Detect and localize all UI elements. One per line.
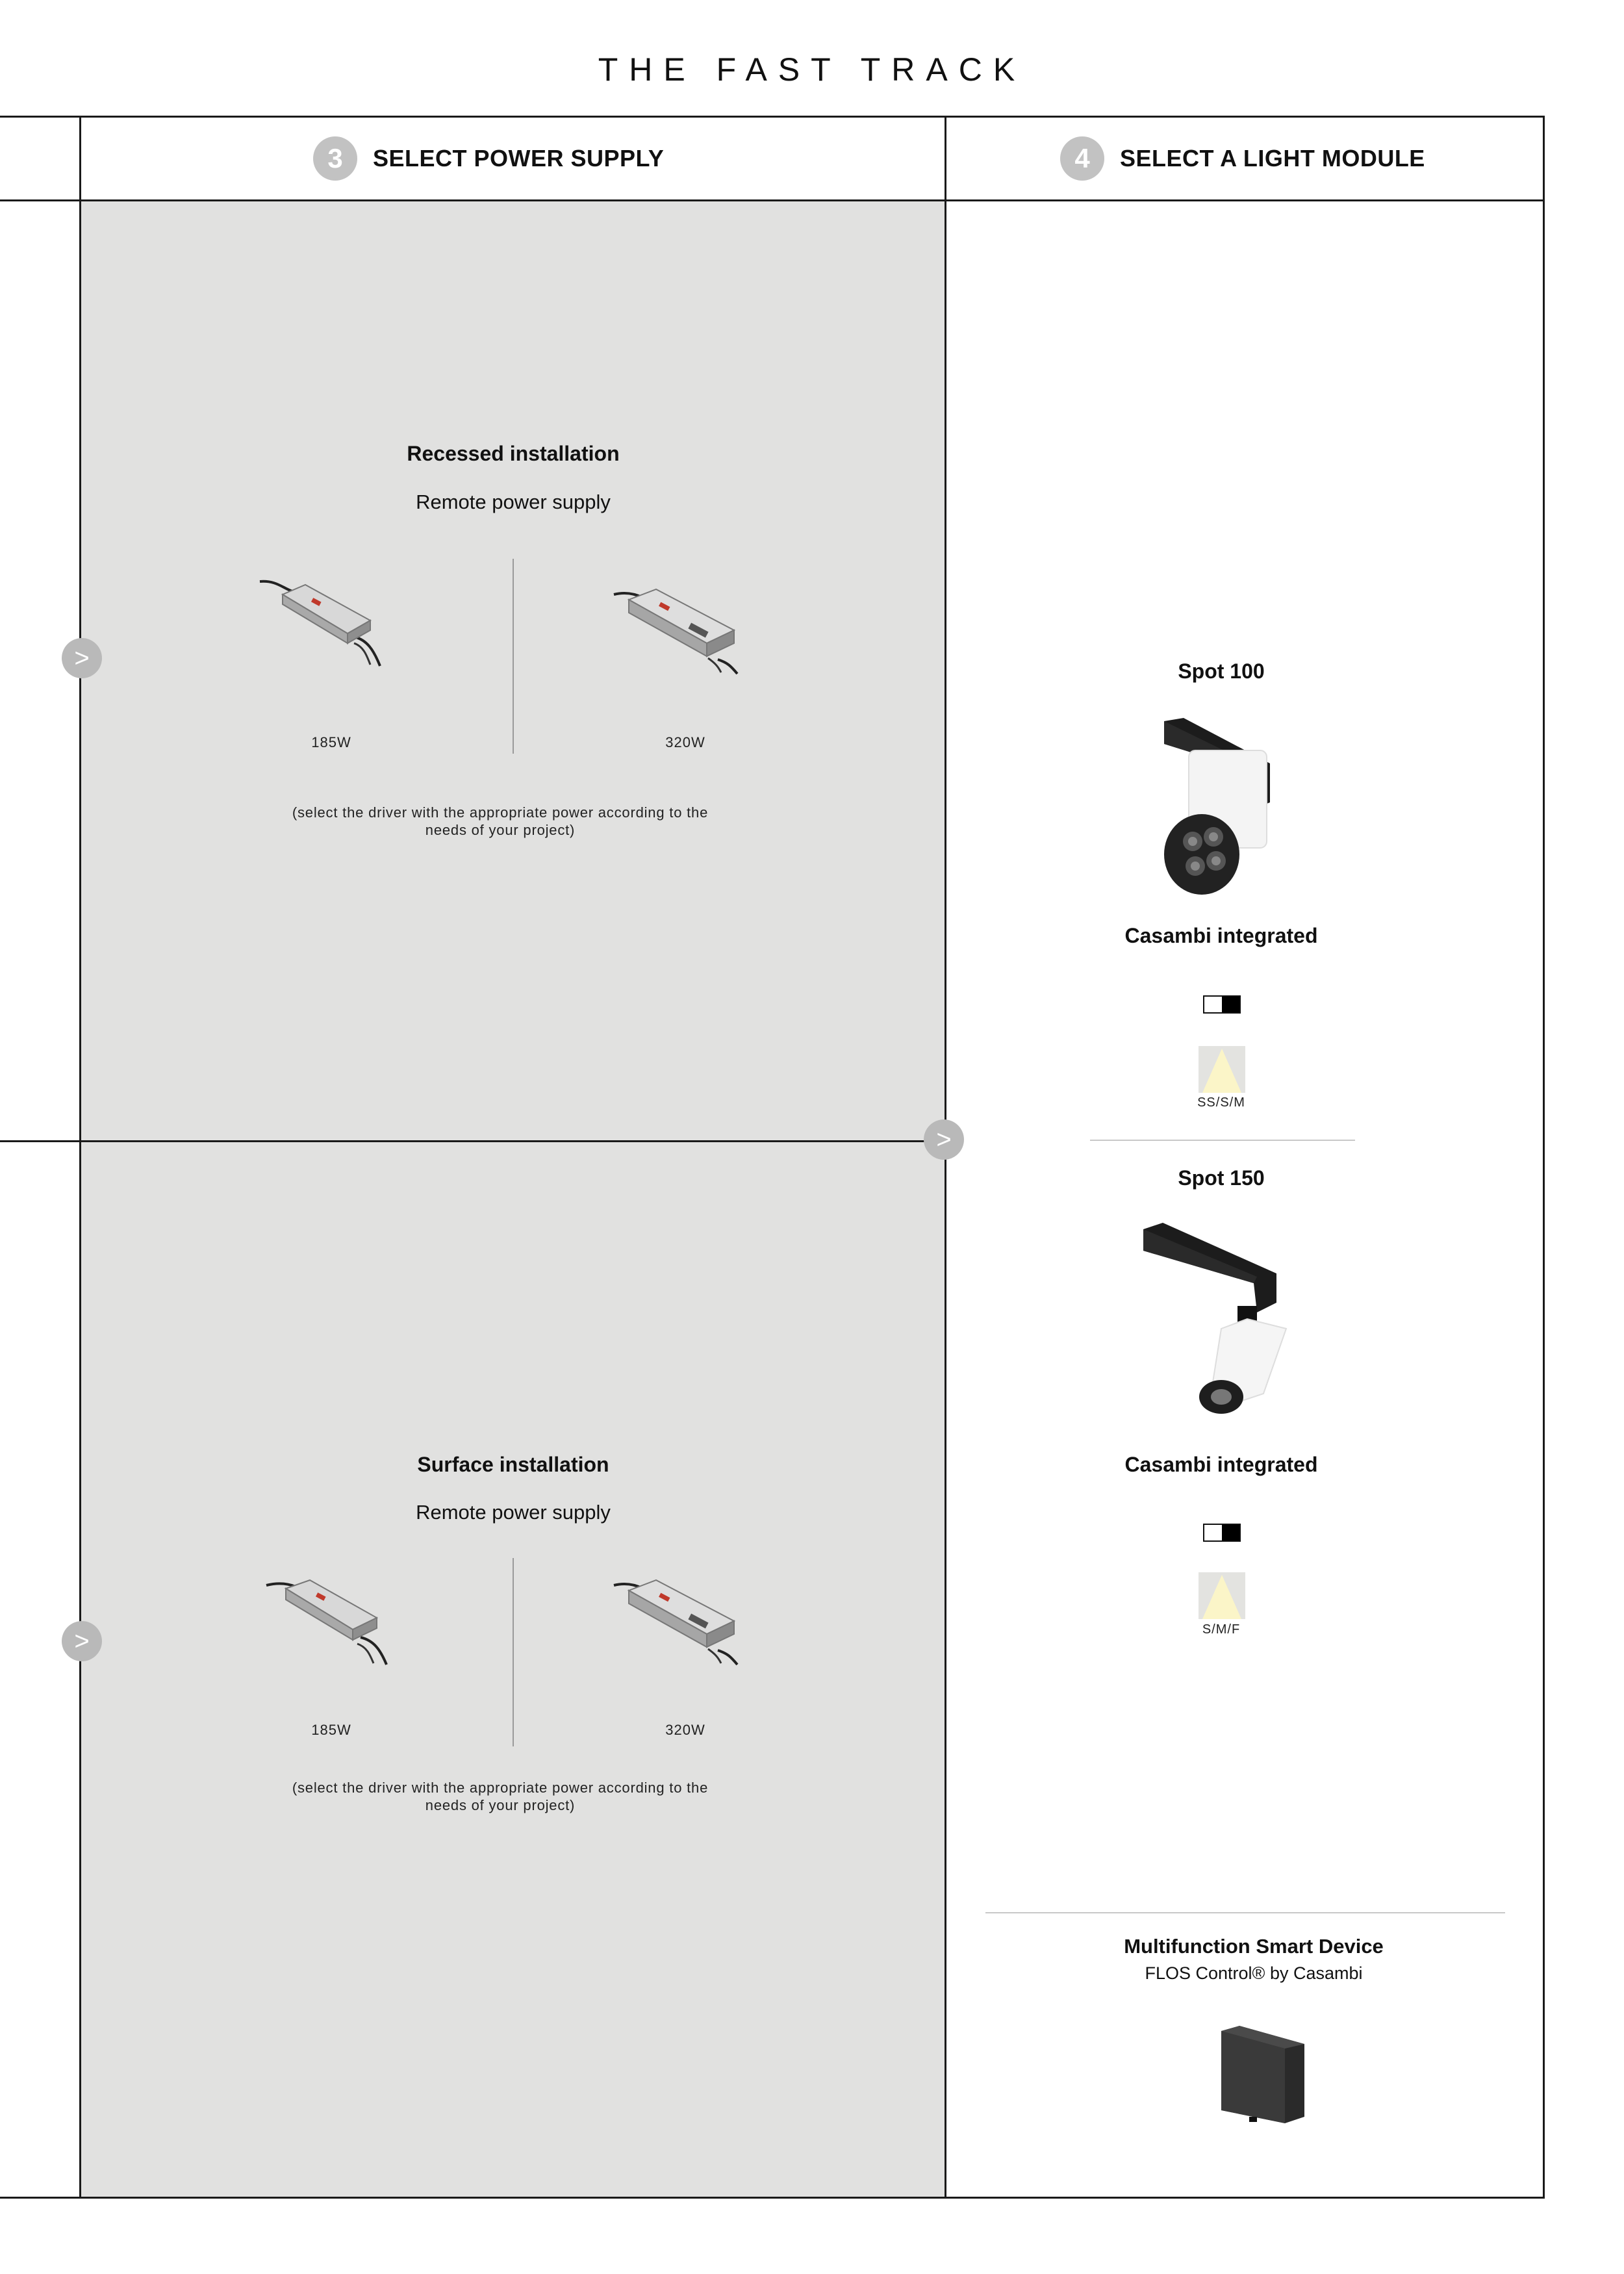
spot100-title: Spot 100 xyxy=(1178,659,1265,683)
surface-option-divider xyxy=(513,1558,514,1746)
driver-320w-image xyxy=(611,1572,754,1670)
smart-device-divider xyxy=(985,1912,1505,1913)
surface-subtitle: Remote power supply xyxy=(416,1501,611,1524)
arrow-right-icon: > xyxy=(62,1621,102,1661)
color-swatch-white-black xyxy=(1203,995,1241,1014)
recessed-option-185w: 185W xyxy=(311,734,351,750)
surface-title: Surface installation xyxy=(417,1453,609,1476)
spot100-beams: SS/S/M xyxy=(1197,1095,1245,1110)
surface-note-line2: needs of your project) xyxy=(425,1797,576,1813)
step3-label: SELECT POWER SUPPLY xyxy=(373,145,665,172)
recessed-note-line1: (select the driver with the appropriate power according to the xyxy=(292,804,709,821)
table-bottom-border xyxy=(0,2197,1545,2199)
right-column-border xyxy=(1543,116,1545,2199)
driver-185w-image xyxy=(263,1572,406,1670)
smart-device-subtitle: FLOS Control® by Casambi xyxy=(1145,1963,1363,1983)
recessed-subtitle: Remote power supply xyxy=(416,491,611,513)
driver-320w-image xyxy=(611,581,754,679)
step4-header xyxy=(1060,117,1425,200)
smart-device-image xyxy=(1213,2026,1311,2130)
arrow-right-icon: > xyxy=(924,1119,964,1160)
recessed-option-divider xyxy=(513,559,514,754)
step3-badge: 3 xyxy=(313,136,357,181)
recessed-option-320w: 320W xyxy=(665,734,705,750)
spot150-title: Spot 150 xyxy=(1178,1166,1265,1190)
spot150-beams: S/M/F xyxy=(1202,1622,1241,1637)
page-title: THE FAST TRACK xyxy=(598,51,1026,88)
step4-label: SELECT A LIGHT MODULE xyxy=(1120,145,1425,172)
step4-badge: 4 xyxy=(1060,136,1104,181)
beam-angle-icon xyxy=(1199,1572,1245,1619)
driver-185w-image xyxy=(257,575,400,672)
beam-angle-icon xyxy=(1199,1046,1245,1093)
recessed-note-line2: needs of your project) xyxy=(425,822,576,838)
spot150-image xyxy=(1137,1221,1293,1416)
spot150-control: Casambi integrated xyxy=(1124,1453,1318,1476)
arrow-right-icon: > xyxy=(62,638,102,678)
spot100-image xyxy=(1156,718,1286,900)
step3-header xyxy=(313,117,664,200)
surface-note-line1: (select the driver with the appropriate power according to the xyxy=(292,1780,709,1796)
row-divider xyxy=(0,1140,946,1142)
left-column-border xyxy=(79,116,81,2199)
smart-device-title: Multifunction Smart Device xyxy=(1124,1935,1384,1958)
surface-option-185w: 185W xyxy=(311,1722,351,1738)
surface-option-320w: 320W xyxy=(665,1722,705,1738)
spot100-control: Casambi integrated xyxy=(1124,924,1318,947)
spot-divider xyxy=(1090,1140,1355,1141)
recessed-title: Recessed installation xyxy=(407,442,620,465)
color-swatch-white-black xyxy=(1203,1524,1241,1542)
